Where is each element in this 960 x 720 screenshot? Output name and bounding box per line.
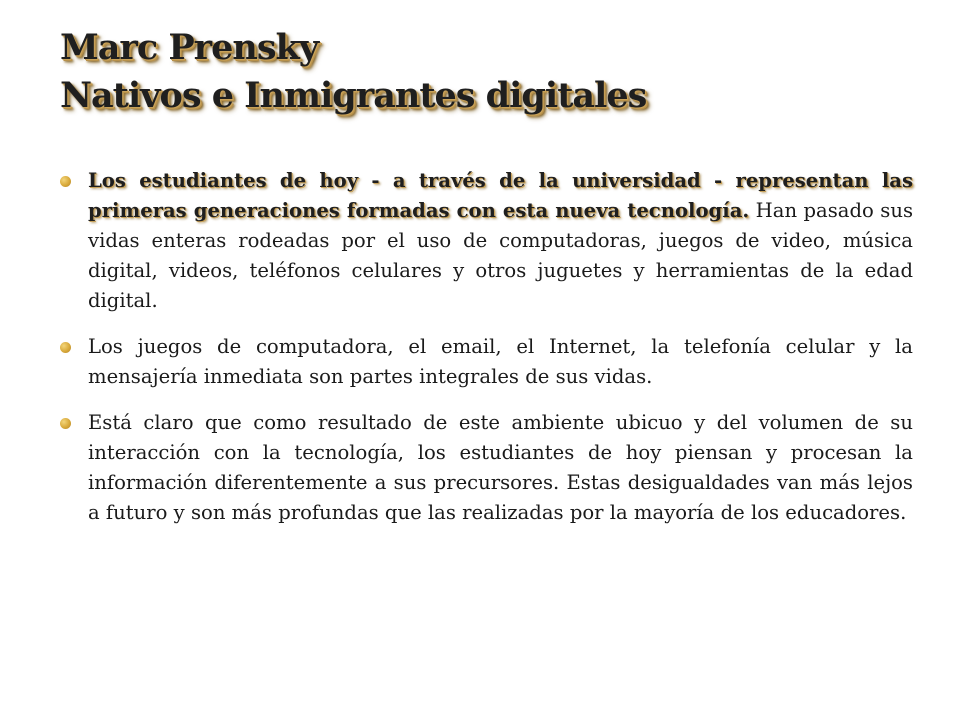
bullet-list: [58, 166, 913, 528]
bullet-text: Los juegos de computadora, el email, el Internet, la telefonía celular y la mensajería inmediata son partes integrales de sus vidas.: [88, 335, 913, 388]
bullet-item: [58, 166, 913, 316]
bullet-item: [58, 408, 913, 528]
slide-body: [58, 166, 913, 544]
bullet-item: [58, 332, 913, 392]
title-line-1: Marc Prensky: [60, 27, 319, 68]
bullet-dot-icon: [60, 176, 71, 187]
bullet-bold-text: Los estudiantes de hoy - a través de la universidad - representan las primeras generaciones formadas con esta nueva tecnología.: [88, 169, 913, 222]
bullet-dot-icon: [60, 418, 71, 429]
bullet-text: Han pasado sus vidas enteras rodeadas por el uso de computadoras, juegos de video, música digital, videos, teléfonos celulares y otros juguetes y herramientas de la edad digital.: [88, 199, 913, 312]
slide-title: [60, 24, 920, 120]
title-line-2: Nativos e Inmigrantes digitales: [60, 75, 647, 116]
bullet-dot-icon: [60, 342, 71, 353]
bullet-text: Está claro que como resultado de este ambiente ubicuo y del volumen de su interacción con la tecnología, los estudiantes de hoy piensan y procesan la información diferentemente a sus precursores. Estas desigualdades van más lejos a futuro y son más profundas que las realizadas por la mayoría de los educadores.: [88, 411, 913, 524]
